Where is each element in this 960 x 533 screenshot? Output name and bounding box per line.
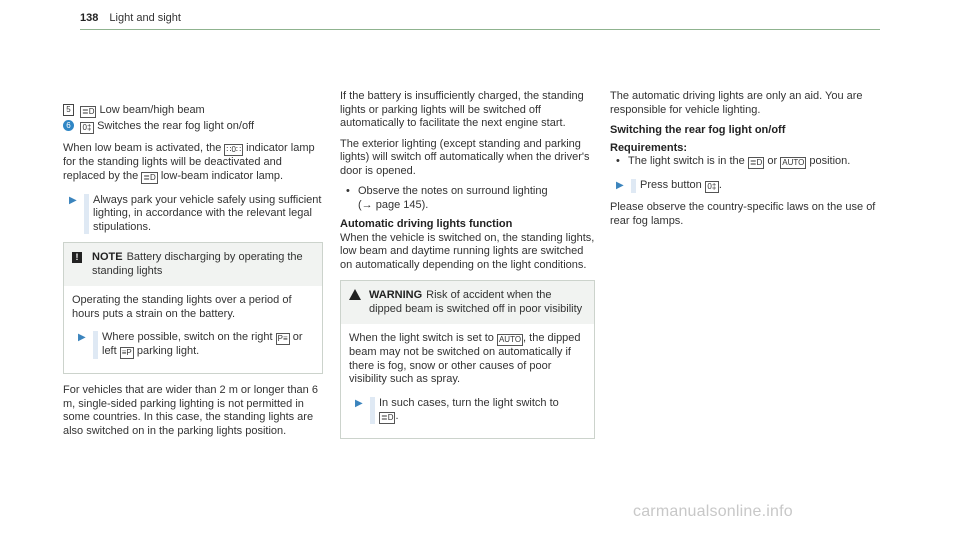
warning-text [349,332,586,387]
bullet-icon: • [616,155,620,167]
text: low-beam indicator lamp. [160,169,284,182]
low-beam-icon: ≣D [82,107,95,116]
paragraph-laws: Please observe the country-specific laws on the use of rear fog lamps. [610,201,876,227]
warning-box [340,280,595,439]
text: Observe the notes on surround lighting [358,185,548,197]
text: position. [809,155,851,167]
text: , the dipped beam may not be switched on automatically if there is fog, snow or other causes of poor visibility such as spray. [349,332,581,385]
bullet-requirement [610,155,880,169]
left-parking-light-icon: ≡P [121,348,132,357]
text: When the light switch is set to [349,332,494,344]
arrow-icon: ▶ [616,180,624,191]
text: In such cases, turn the light switch to [379,396,559,409]
low-beam-icon: ≣D [749,158,763,167]
paragraph-automatic: When the vehicle is switched on, the standing lights, low beam and daytime running lights are switched on automatically depending on the light conditions. [340,231,595,271]
warning-heading: Risk of accident when the dipped beam is switched off in poor visibility [369,289,583,315]
paragraph-aid: The automatic driving lights are only an aid. You are responsible for vehicle lighting. [610,90,863,116]
note-label: NOTE [92,251,123,263]
low-beam-icon: ≣D [381,413,394,422]
heading-rear-fog: Switching the rear fog light on/off [610,124,786,136]
column-2 [340,90,595,449]
column-3 [610,90,880,235]
paragraph-exterior: The exterior lighting (except standing and parking lights) will switch off automatically when the driver's door is opened. [340,137,590,177]
page-number: 138 [80,12,99,24]
page-header [80,10,880,26]
text: Press button [640,179,702,191]
arrow-icon: ▶ [69,194,77,206]
warning-label: WARNING [369,289,423,301]
arrow-icon: ▶ [78,332,86,343]
text: When low beam is activated, the [63,142,222,154]
requirements-label: Requirements: [610,141,688,154]
text: . [395,410,399,422]
note-header [64,243,322,286]
heading-automatic-lights: Automatic driving lights function [340,218,513,230]
instruction-step [63,194,323,235]
text: parking light. [136,345,200,357]
text: indicator lamp for the standing lights will be deactivated and replaced by the [63,142,315,182]
warning-header [341,281,594,324]
auto-light-icon: AUTO [782,158,805,167]
item-number-6: 6 [63,120,74,131]
header-divider [80,29,880,30]
note-box [63,242,323,374]
note-heading: Battery discharging by operating the standing lights [92,251,303,277]
item-6-text: Switches the rear fog light on/off [97,120,255,132]
column-1 [63,104,323,445]
item-5-text: Low beam/high beam [99,104,205,116]
bullet-icon: • [346,185,350,197]
warning-icon [349,289,361,300]
warning-body [341,324,594,438]
text: or [767,155,778,167]
bullet-surround [340,185,595,212]
watermark: carmanualsonline.info [633,503,793,520]
page-reference-link[interactable]: (→ page 145). [358,198,429,211]
rear-fog-light-icon: 0‡ [705,181,719,193]
rear-fog-light-icon: 0‡ [80,122,94,134]
note-step [72,331,314,359]
legend-item-5 [63,104,323,118]
text: The light switch is in the [628,155,745,167]
note-text: Operating the standing lights over a period of hours puts a strain on the battery. [72,294,292,320]
note-body [64,286,322,373]
legend-item-6 [63,120,323,134]
paragraph-low-beam [63,142,323,184]
exclamation-icon: ! [72,252,82,263]
paragraph-battery: If the battery is insufficiently charged, the standing lights or parking lights will be switched off automatically to facilitate the next engine start. [340,90,584,129]
text: or left [102,331,303,357]
arrow-icon: ▶ [355,397,363,409]
auto-light-icon: AUTO [498,335,522,344]
text: . [718,179,722,191]
item-number-5: 5 [63,104,74,116]
section-title: Light and sight [109,12,181,24]
right-parking-light-icon: P≡ [277,334,288,343]
press-step [610,179,880,193]
low-beam-icon: ≣D [143,172,156,182]
text: Where possible, switch on the right [102,331,273,343]
standing-lights-icon: ∷0∷ [226,145,242,154]
warning-step [349,397,586,425]
paragraph-wide-vehicles: For vehicles that are wider than 2 m or longer than 6 m, single-sided parking lighting is not permitted in some countries. In this case, the standing lights are also switched on in the parking lights position. [63,384,318,437]
step-text: Always park your vehicle safely using sufficient lighting, in accordance with the relevant legal stipulations. [84,194,323,235]
